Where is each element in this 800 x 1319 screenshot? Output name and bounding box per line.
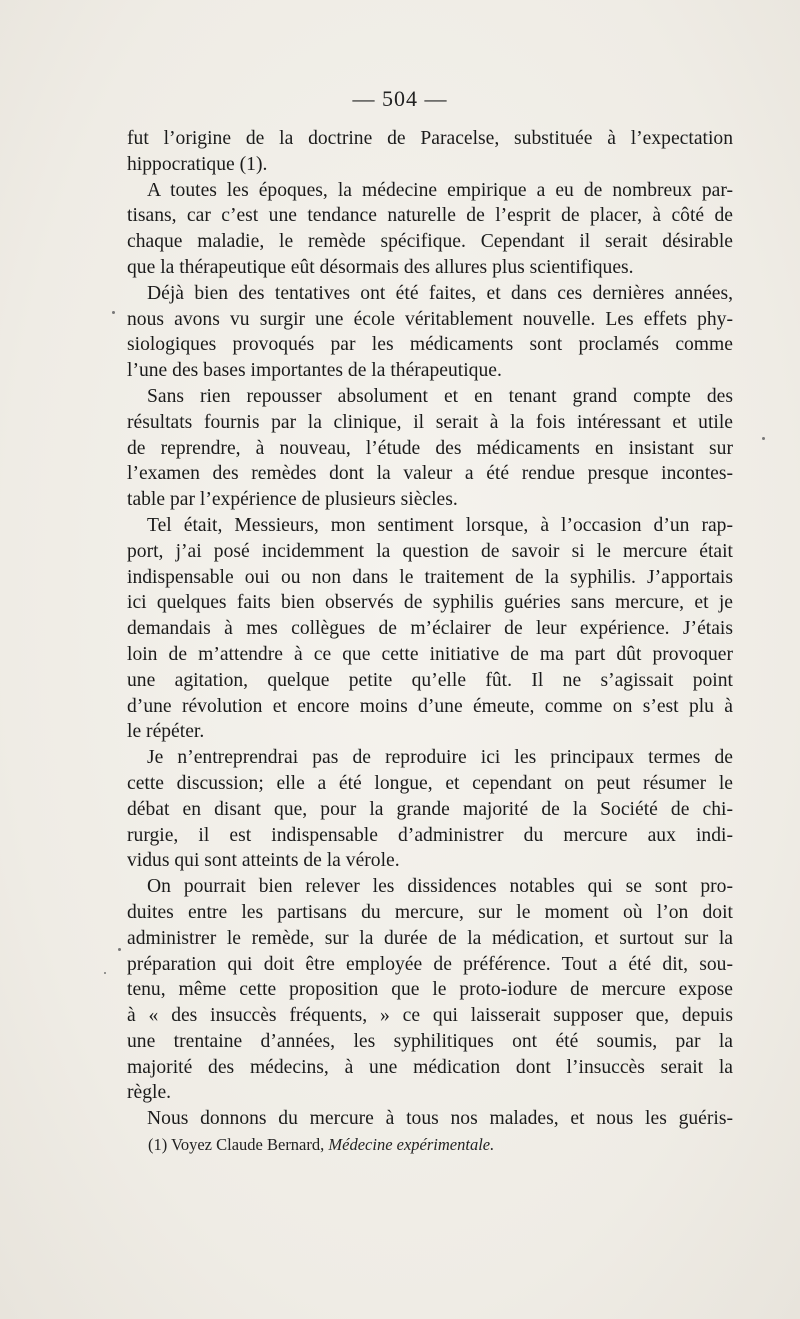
text-line: majorité des médecins, à une médication dont l’insuccès serait la — [127, 1056, 733, 1078]
text-line: chaque maladie, le remède spécifique. Cependant il serait désirable — [127, 231, 733, 253]
footnote — [148, 1135, 494, 1155]
paper-speck — [762, 437, 765, 440]
text-line: l’examen des remèdes dont la valeur a été rendue presque incontes- — [127, 463, 733, 485]
page-number: — 504 — — [352, 86, 448, 111]
text-line: On pourrait bien relever les dissidences notables qui se sont pro- — [147, 876, 733, 898]
text-line: indispensable oui ou non dans le traitement de la syphilis. J’apportais — [127, 566, 733, 588]
text-line: vidus qui sont atteints de la vérole. — [127, 850, 400, 872]
text-line: table par l’expérience de plusieurs siècles. — [127, 489, 458, 511]
text-line: l’une des bases importantes de la thérapeutique. — [127, 360, 502, 382]
text-line: règle. — [127, 1082, 172, 1104]
text-line: Je n’entreprendrai pas de reproduire ici les principaux termes de — [147, 747, 733, 769]
text-line: demandais à mes collègues de m’éclairer de leur expérience. J’étais — [127, 618, 733, 640]
paper-speck — [118, 948, 121, 951]
text-line: administrer le remède, sur la durée de la médication, et surtout sur la — [127, 927, 733, 949]
text-line: rurgie, il est indispensable d’administrer du mercure aux indi- — [127, 824, 733, 846]
text-line: cette discussion; elle a été longue, et cependant on peut résumer le — [127, 772, 733, 794]
text-line: fut l’origine de la doctrine de Paracelse, substituée à l’expectation — [127, 128, 733, 149]
text-line: hippocratique (1). — [127, 153, 268, 175]
text-line: une agitation, quelque petite qu’elle fût. Il ne s’agissait point — [127, 669, 733, 691]
text-line: Nous donnons du mercure à tous nos malades, et nous les guéris- — [147, 1108, 733, 1130]
text-line: siologiques provoqués par les médicaments sont proclamés comme — [127, 334, 733, 356]
footnote-text: (1) Voyez Claude Bernard, — [148, 1135, 329, 1154]
text-line: port, j’ai posé incidemment la question de savoir si le mercure était — [127, 540, 733, 562]
text-line: à « des insuccès fréquents, » ce qui laisserait supposer que, depuis — [127, 1005, 733, 1027]
paper-speck — [112, 311, 115, 314]
text-line: Sans rien repousser absolument et en tenant grand compte des — [147, 385, 733, 407]
text-line: d’une révolution et encore moins d’une émeute, comme on s’est plu à — [127, 695, 733, 717]
text-line: ici quelques faits bien observés de syphilis guéries sans mercure, et je — [127, 592, 733, 614]
text-line: que la thérapeutique eût désormais des allures plus scientifiques. — [127, 256, 634, 278]
text-line: Déjà bien des tentatives ont été faites, et dans ces dernières années, — [147, 282, 733, 304]
text-line: tenu, même cette proposition que le proto-iodure de mercure expose — [127, 979, 733, 1001]
text-line: A toutes les époques, la médecine empirique a eu de nombreux par- — [147, 179, 733, 201]
text-line: débat en disant que, pour la grande majorité de la Société de chi- — [127, 798, 733, 820]
text-line: une trentaine d’années, les syphilitiques ont été soumis, par la — [127, 1030, 733, 1052]
paper-speck — [104, 972, 106, 974]
text-line: tisans, car c’est une tendance naturelle de l’esprit de placer, à côté de — [127, 205, 733, 227]
body-text — [127, 126, 733, 1132]
text-line: Tel était, Messieurs, mon sentiment lorsque, à l’occasion d’un rap- — [147, 514, 733, 536]
footnote-title: Médecine expérimentale. — [328, 1135, 495, 1154]
text-line: de reprendre, à nouveau, l’étude des médicaments en insistant sur — [127, 437, 733, 459]
text-line: nous avons vu surgir une école véritablement nouvelle. Les effets phy- — [127, 308, 733, 330]
text-line: résultats fournis par la clinique, il serait à la fois intéressant et utile — [127, 411, 733, 433]
text-line: loin de m’attendre à ce que cette initiative de ma part dût provoquer — [127, 643, 733, 665]
text-line: préparation qui doit être employée de préférence. Tout a été dit, sou- — [127, 953, 733, 975]
text-line: duites entre les partisans du mercure, sur le moment où l’on doit — [127, 901, 733, 923]
text-line: le répéter. — [127, 721, 205, 743]
